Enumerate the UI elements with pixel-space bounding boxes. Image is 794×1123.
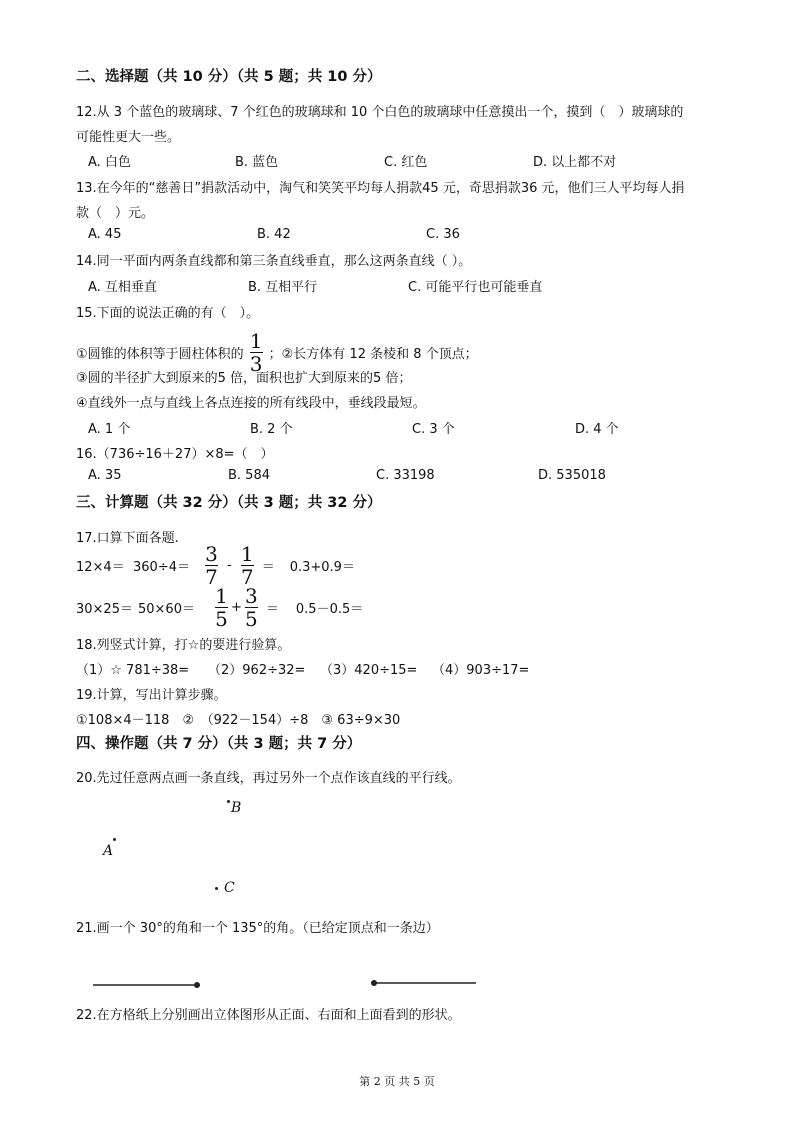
q13-option-b: B. 42 [257, 227, 291, 242]
q18-item-4: （4）903÷17= [432, 663, 530, 678]
point-b-label: B [231, 800, 242, 816]
section-3-title: 三、计算题（共 32 分）（共 3 题；共 32 分） [76, 495, 382, 511]
q15-option-d: D. 4 个 [575, 422, 619, 437]
q18-line1: 18.列竖式计算，打☆的要进行验算。 [76, 638, 291, 653]
q15-statement-3: ③圆的半径扩大到原来的5 倍，面积也扩大到原来的5 倍； [76, 371, 412, 386]
q16-option-c: C. 33198 [376, 468, 435, 483]
q12-line2: 可能性更大一些。 [76, 130, 181, 145]
q14-option-c: C. 可能平行也可能垂直 [408, 280, 543, 295]
q17-r2-item-d: 0.5－0.5＝ [295, 601, 364, 617]
q18-item-2: （2）962÷32= [208, 663, 306, 678]
q14-line1: 14.同一平面内两条直线都和第三条直线垂直，那么这两条直线（ ）。 [76, 254, 472, 269]
q14-option-b: B. 互相平行 [248, 280, 318, 295]
q16-option-a: A. 35 [88, 468, 122, 483]
q15-s1-pre: ①圆锥的体积等于圆柱体积的 [76, 347, 244, 362]
fraction-denominator: 7 [240, 564, 254, 589]
section-4-title: 四、操作题（共 7 分）（共 3 题；共 7 分） [76, 736, 362, 752]
fraction-denominator: 5 [245, 606, 258, 631]
fraction-denominator: 5 [215, 606, 228, 631]
fraction-numerator: 1 [240, 541, 254, 566]
point-a-label: A [103, 843, 114, 859]
fraction-denominator: 3 [249, 352, 263, 376]
q16-option-d: D. 535018 [538, 468, 606, 483]
q21-line1: 21.画一个 30°的角和一个 135°的角。（已给定顶点和一条边） [76, 921, 439, 936]
q13-option-a: A. 45 [88, 227, 122, 242]
q12-option-c: C. 红色 [384, 155, 428, 170]
vertex-30-degree [194, 982, 200, 988]
q12-option-b: B. 蓝色 [235, 155, 279, 170]
q15-option-c: C. 3 个 [412, 422, 455, 437]
q17-r1-item-d: 0.3+0.9＝ [289, 559, 355, 575]
q22-line1: 22.在方格纸上分别画出立体图形从正面、右面和上面看到的形状。 [76, 1008, 461, 1023]
fraction-numerator: 1 [249, 329, 263, 353]
q17-r1-item-a: 12×4＝ [76, 559, 125, 575]
q17-r2-item-b: 50×60＝ [138, 601, 195, 617]
q17-line1: 17.口算下面各题. [76, 531, 179, 546]
q17-r1-item-b: 360÷4＝ [133, 559, 190, 575]
q18-item-3: （3）420÷15= [320, 663, 418, 678]
q19-line1: 19.计算，写出计算步骤。 [76, 688, 227, 703]
q16-line1: 16.（736÷16＋27）×8=（ ） [76, 447, 274, 462]
q13-option-c: C. 36 [426, 227, 460, 242]
point-c-label: C [224, 880, 235, 896]
q12-line1: 12.从 3 个蓝色的玻璃球、7 个红色的玻璃球和 10 个白色的玻璃球中任意摸出一个，摸到（ ）玻璃球的 [76, 105, 684, 120]
q16-option-b: B. 584 [228, 468, 270, 483]
q17-r2-operator: + [231, 599, 242, 615]
q13-line2: 款（ ）元。 [76, 206, 155, 221]
q19-items: ①108×4－118 ② （922－154）÷8 ③ 63÷9×30 [76, 713, 401, 728]
q15-option-a: A. 1 个 [88, 422, 131, 437]
page-footer: 第 2 页 共 5 页 [359, 1075, 435, 1088]
fraction-numerator: 1 [215, 583, 228, 608]
q14-option-a: A. 互相垂直 [88, 280, 157, 295]
q18-item-1: （1）☆ 781÷38= [76, 663, 190, 678]
q20-line1: 20.先过任意两点画一条直线，再过另外一个点作该直线的平行线。 [76, 771, 461, 786]
q13-line1: 13.在今年的“慈善日”捐款活动中，淘气和笑笑平均每人捐款45 元，奇思捐款36 元，他们三人平均每人捐 [76, 181, 685, 196]
vertex-135-degree [371, 980, 377, 986]
q15-s1-post: ；②长方体有 12 条棱和 8 个顶点； [268, 347, 478, 362]
fraction-denominator: 7 [205, 564, 218, 589]
fraction-numerator: 3 [205, 541, 218, 566]
q17-r1-equals: ＝ [261, 559, 275, 575]
section-2-title: 二、选择题（共 10 分）（共 5 题；共 10 分） [76, 69, 382, 85]
q12-option-d: D. 以上都不对 [533, 155, 617, 170]
fraction-numerator: 3 [245, 583, 258, 608]
q15-option-b: B. 2 个 [250, 422, 293, 437]
q17-r2-item-a: 30×25＝ [76, 601, 133, 617]
q15-line1: 15.下面的说法正确的有（ ）。 [76, 306, 260, 321]
q15-statement-4: ④直线外一点与直线上各点连接的所有线段中，垂线段最短。 [76, 396, 426, 411]
q12-option-a: A. 白色 [88, 155, 131, 170]
q17-r1-operator: - [227, 557, 232, 573]
q17-r2-equals: ＝ [265, 601, 279, 617]
